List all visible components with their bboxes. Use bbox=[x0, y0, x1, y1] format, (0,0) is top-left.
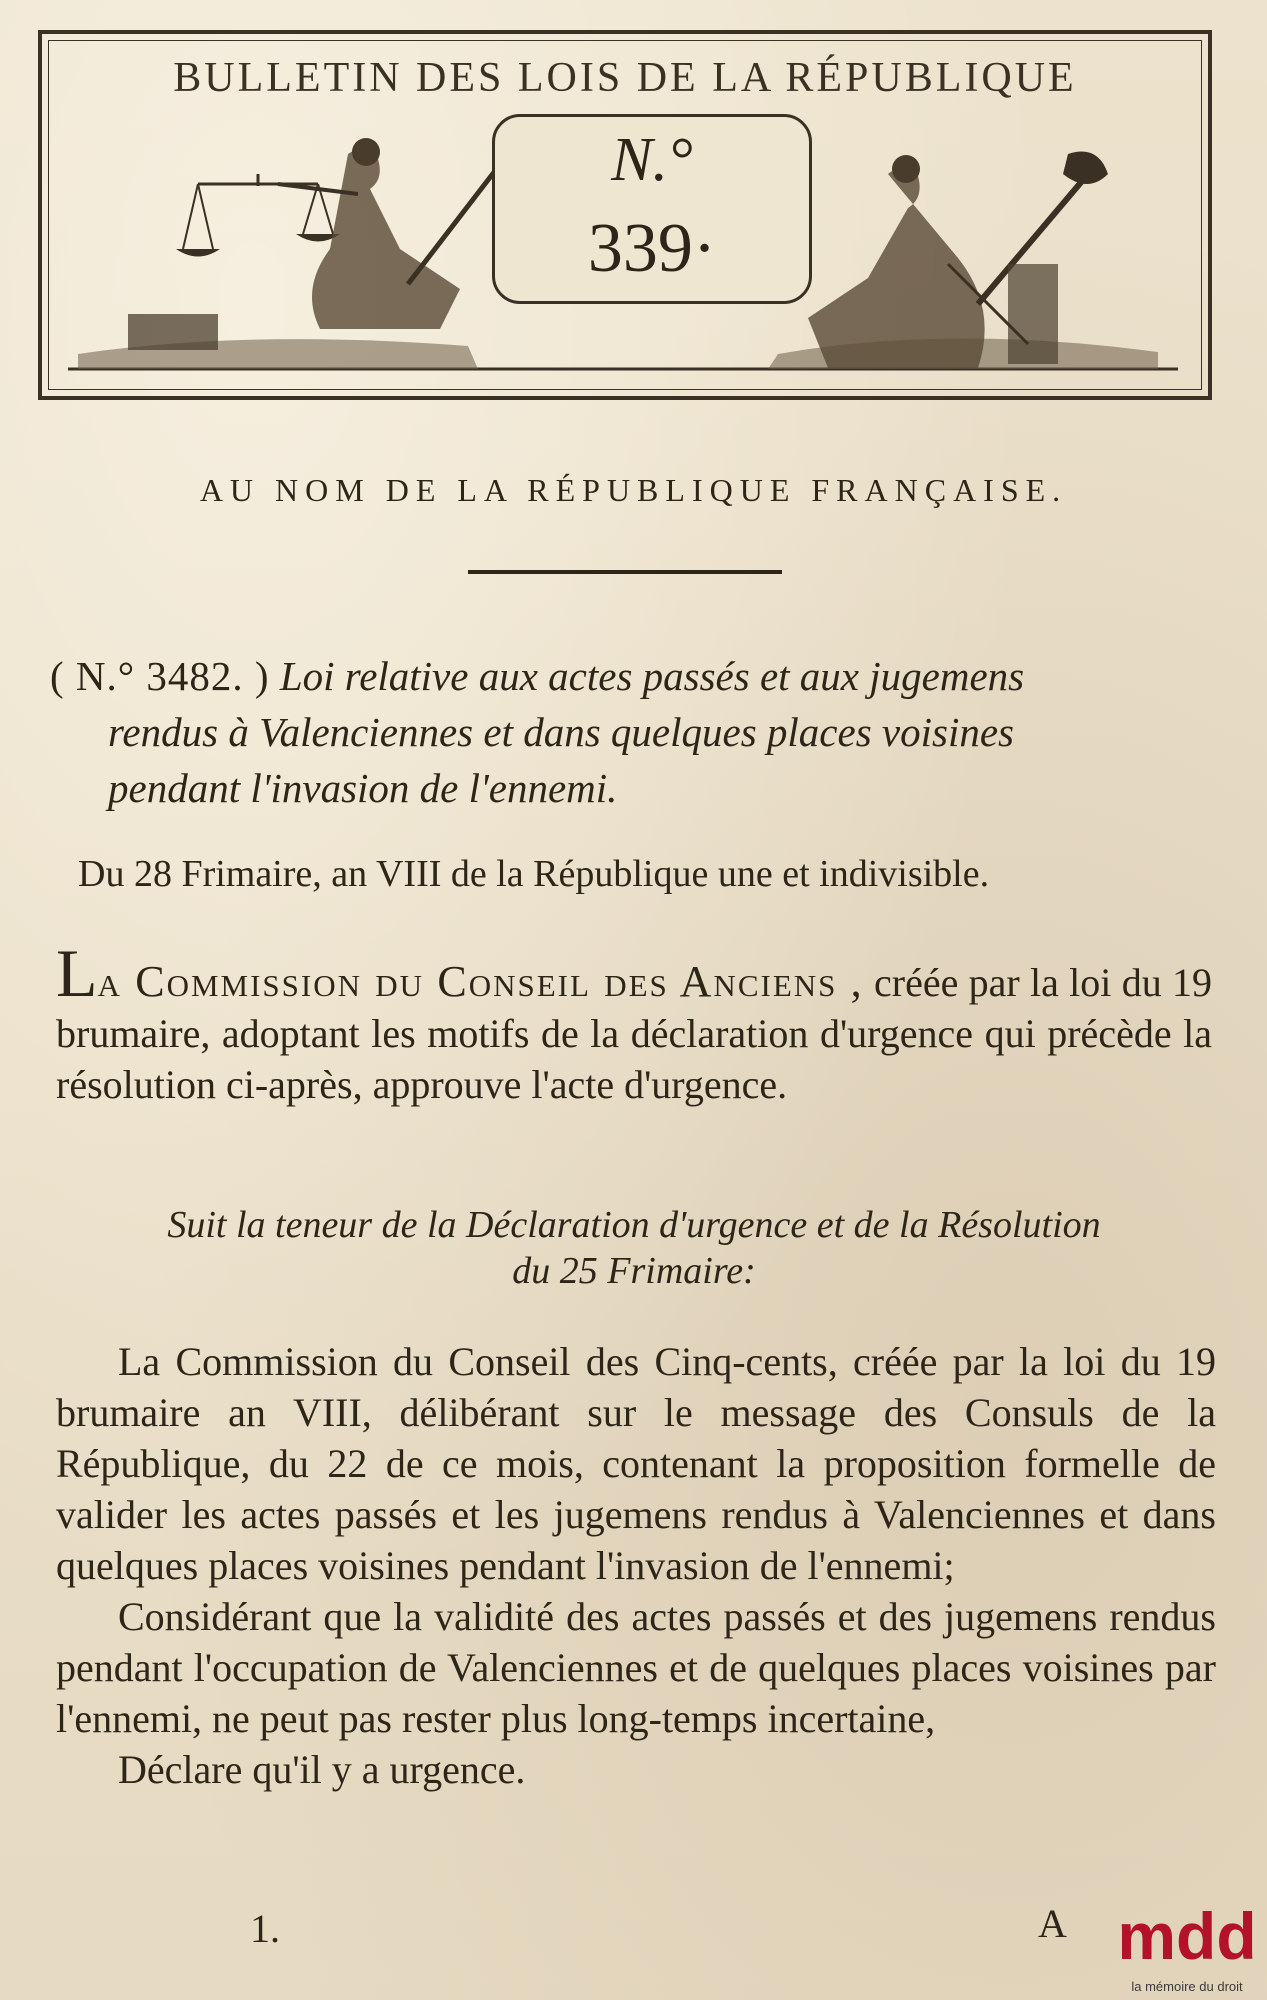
resolution-body bbox=[56, 1336, 1216, 1795]
mdd-logo bbox=[1108, 1895, 1266, 2000]
bulletin-title: BULLETIN DES LOIS DE LA RÉPUBLIQUE bbox=[173, 55, 1077, 101]
caption-line1: Suit la teneur de la Déclaration d'urgence et de la Résolution bbox=[167, 1204, 1101, 1246]
masthead-frame bbox=[38, 30, 1212, 400]
heading-divider bbox=[468, 570, 782, 574]
law-date: Du 28 Frimaire, an VIII de la République une et indivisible. bbox=[78, 853, 990, 895]
caption-line2: du 25 Frimaire: bbox=[512, 1250, 756, 1292]
signature-mark: A bbox=[1038, 1901, 1067, 1946]
law-title-line3: pendant l'invasion de l'ennemi. bbox=[108, 765, 618, 811]
preamble-smallcaps: a Commission du Conseil des Anciens , bbox=[97, 957, 864, 1006]
preamble-text: créée par la loi du 19 brumaire, adoptant les motifs de la déclaration d'urgence qui précède la résolution ci-après, approuve l'acte d'urgence. bbox=[56, 960, 1212, 1107]
law-title-line2: rendus à Valenciennes et dans quelques places voisines bbox=[108, 709, 1014, 755]
body-paragraph-3: Déclare qu'il y a urgence. bbox=[118, 1747, 526, 1792]
law-number: ( N.° 3482. ) bbox=[50, 653, 270, 699]
body-paragraph-2: Considérant que la validité des actes passés et des jugemens rendus pendant l'occupation de Valenciennes et de quelques places voisines par l'ennemi, ne peut pas rester plus long-temps incertaine, bbox=[56, 1594, 1216, 1741]
issue-number: 339· bbox=[587, 210, 717, 287]
resolution-caption bbox=[56, 1202, 1212, 1294]
body-paragraph-1: La Commission du Conseil des Cinq-cents, créée par la loi du 19 brumaire an VIII, délibérant sur le message des Consuls de la République, du 22 de ce mois, contenant la proposition formelle de valider les actes passés et les jugemens rendus à Valenciennes et dans quelques places voisines pendant l'invasion de l'ennemi; bbox=[56, 1339, 1216, 1588]
law-title-line1: Loi relative aux actes passés et aux jugemens bbox=[279, 653, 1025, 699]
svg-text:mdd: mdd bbox=[1117, 1899, 1257, 1973]
issue-number-cartouche bbox=[492, 114, 812, 304]
logo-tagline: la mémoire du droit bbox=[1131, 1979, 1243, 1994]
law-heading bbox=[50, 648, 1210, 816]
mdd-logo-mark bbox=[1108, 1895, 1266, 1977]
preamble-paragraph bbox=[56, 935, 1212, 1110]
republic-heading: AU NOM DE LA RÉPUBLIQUE FRANÇAISE. bbox=[199, 472, 1068, 508]
dropcap: L bbox=[56, 935, 98, 1011]
page-folio: 1. bbox=[250, 1906, 280, 1951]
number-label: N.° bbox=[611, 126, 693, 194]
